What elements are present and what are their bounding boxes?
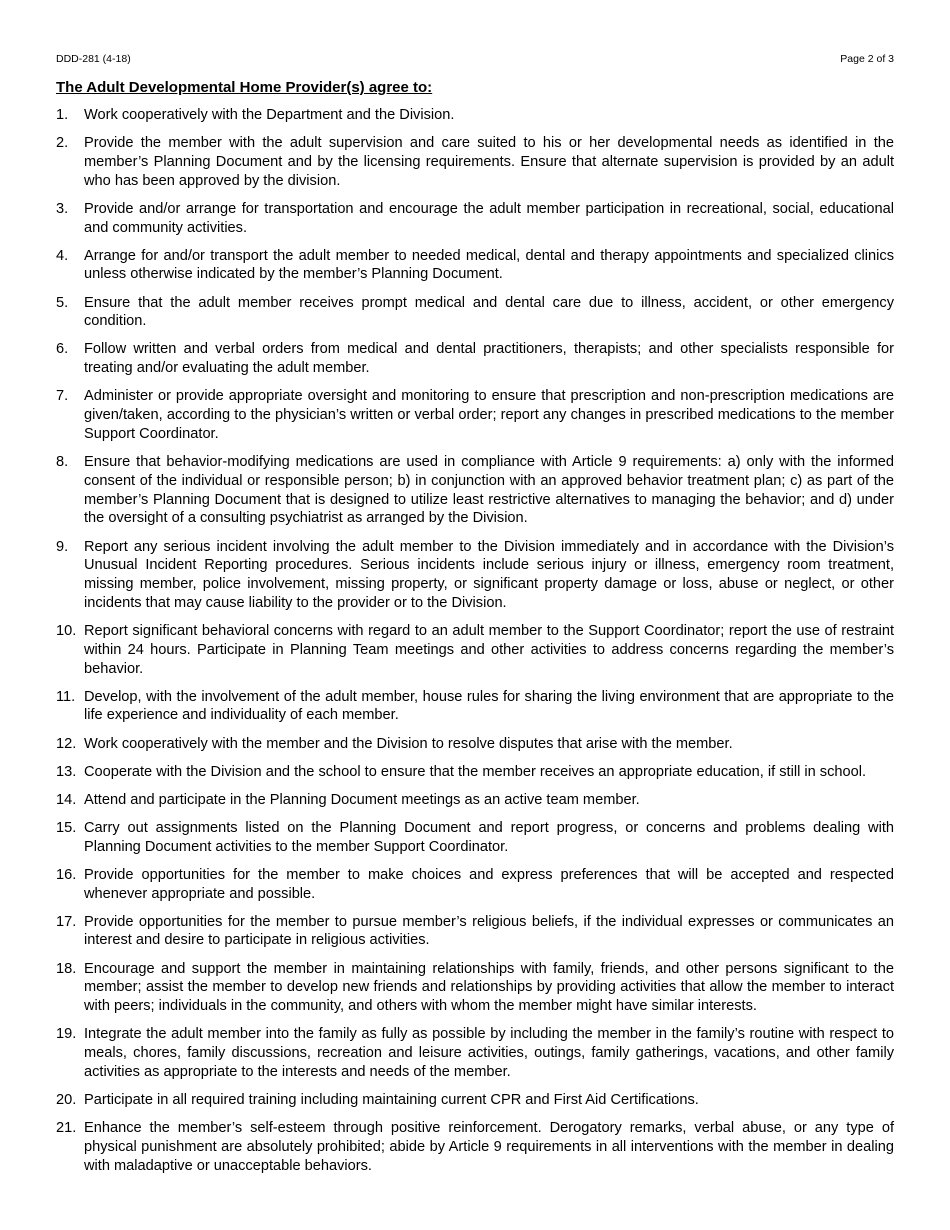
list-item-number: 20. (56, 1091, 77, 1108)
list-item (56, 866, 894, 904)
list-item-text: Develop, with the involvement of the adult member, house rules for sharing the living environment that are appropriate to the life experience and individuality of each member. (84, 688, 894, 724)
list-item-text: Provide opportunities for the member to pursue member’s religious beliefs, if the individual expresses or communicates an interest and desire to participate in religious activities. (84, 913, 894, 949)
list-item-text: Arrange for and/or transport the adult member to needed medical, dental and therapy appointments and specialized clinics unless otherwise indicated by the member’s Planning Document. (84, 247, 894, 283)
list-item-text: Work cooperatively with the member and the Division to resolve disputes that arise with the member. (84, 735, 733, 752)
list-item-number: 6. (56, 341, 69, 358)
list-item-text: Ensure that the adult member receives prompt medical and dental care due to illness, accident, or other emergency condition. (84, 294, 894, 330)
list-item-number: 3. (56, 200, 69, 217)
list-item-number: 2. (56, 135, 69, 152)
list-item-text: Integrate the adult member into the family as fully as possible by including the member in the family’s routine with respect to meals, chores, family discussions, recreation and leisure activities, outings, family gatherings, vacations, and other family activities as appropriate to the interests and needs of the member. (84, 1026, 894, 1080)
list-item (56, 340, 894, 378)
list-item-text: Enhance the member’s self-esteem through positive reinforcement. Derogatory remarks, verbal abuse, or any type of physical punishment are absolutely prohibited; abide by Article 9 requirements in all interventions with the member in dealing with maladaptive or unacceptable behaviors. (84, 1120, 894, 1174)
list-item-text: Report any serious incident involving the adult member to the Division immediately and in accordance with the Division’s Unusual Incident Reporting procedures. Serious incidents include serious injury or illness, emergency room treatment, missing member, police involvement, missing property, or significant property damage or loss, abuse or neglect, or other incidents that may cause liability to the provider or to the Division. (84, 538, 894, 611)
list-item-number: 11. (56, 688, 76, 705)
list-item (56, 200, 894, 238)
list-item-number: 19. (56, 1026, 77, 1043)
agreement-list (56, 106, 894, 1185)
list-item-text: Ensure that behavior-modifying medications are used in compliance with Article 9 requirements: a) only with the informed consent of the individual or responsible person; b) in conjunction with an approved behavior treatment plan; c) as part of the member’s Planning Document that is designed to utilize least restrictive alternatives to managing the behavior; and d) under the oversight of a consulting psychiatrist as arranged by the Division. (84, 454, 894, 527)
form-id: DDD-281 (4-18) (56, 53, 131, 65)
list-item (56, 247, 894, 285)
list-item (56, 1119, 894, 1175)
list-item-text: Administer or provide appropriate oversight and monitoring to ensure that prescription and non-prescription medications are given/taken, according to the physician’s written or verbal order; report any changes in prescribed medications to the member Support Coordinator. (84, 388, 894, 442)
list-item (56, 913, 894, 951)
list-item (56, 538, 894, 613)
list-item-text: Carry out assignments listed on the Planning Document and report progress, or concerns and problems dealing with Planning Document activities to the member Support Coordinator. (84, 819, 894, 855)
list-item-number: 4. (56, 247, 69, 264)
list-item-number: 16. (56, 866, 77, 883)
list-item-number: 14. (56, 791, 77, 808)
list-item (56, 1091, 894, 1110)
list-item-text: Provide the member with the adult supervision and care suited to his or her developmental needs as identified in the member’s Planning Document and by the licensing requirements. Ensure that alternate supervision is provided by an adult who has been approved by the division. (84, 135, 894, 189)
list-item-number: 8. (56, 454, 69, 471)
page-number: Page 2 of 3 (840, 53, 894, 65)
list-item-number: 9. (56, 538, 69, 555)
list-item (56, 134, 894, 190)
list-item (56, 960, 894, 1016)
list-item-number: 1. (56, 107, 69, 123)
list-item-number: 21. (56, 1120, 77, 1136)
list-item-text: Attend and participate in the Planning Document meetings as an active team member. (84, 791, 640, 808)
list-item-number: 12. (56, 735, 77, 752)
list-item (56, 735, 894, 754)
list-item-number: 7. (56, 388, 69, 405)
list-item (56, 763, 894, 782)
list-item (56, 688, 894, 726)
list-item (56, 791, 894, 810)
list-item-text: Report significant behavioral concerns with regard to an adult member to the Support Coordinator; report the use of restraint within 24 hours. Participate in Planning Team meetings and other activities to address concerns regarding the member’s behavior. (84, 623, 894, 677)
list-item-number: 15. (56, 819, 77, 836)
list-item (56, 622, 894, 678)
list-item (56, 819, 894, 857)
list-item-number: 17. (56, 913, 77, 930)
section-heading: The Adult Developmental Home Provider(s) agree to: (56, 79, 433, 96)
list-item (56, 1025, 894, 1081)
list-item (56, 106, 894, 125)
list-item (56, 294, 894, 332)
list-item-text: Work cooperatively with the Department and the Division. (84, 107, 455, 123)
list-item-text: Follow written and verbal orders from medical and dental practitioners, therapists; and other specialists responsible for treating and/or evaluating the adult member. (84, 341, 894, 377)
list-item-text: Encourage and support the member in maintaining relationships with family, friends, and other persons significant to the member; assist the member to develop new friends and relationships by providing activities that allow the member to interact with peers; individuals in the community, and others with whom the member might have similar interests. (84, 960, 894, 1015)
list-item-text: Provide opportunities for the member to make choices and express preferences that will be accepted and respected whenever appropriate and possible. (84, 866, 894, 902)
list-item-number: 10. (56, 623, 77, 639)
list-item (56, 387, 894, 443)
list-item-text: Participate in all required training including maintaining current CPR and First Aid Certifications. (84, 1091, 699, 1108)
list-item-number: 5. (56, 294, 69, 311)
list-item-text: Cooperate with the Division and the school to ensure that the member receives an appropriate education, if still in school. (84, 763, 867, 780)
list-item-text: Provide and/or arrange for transportation and encourage the adult member participation in recreational, social, educational and community activities. (84, 200, 894, 236)
list-item (56, 453, 894, 528)
list-item-number: 13. (56, 763, 77, 780)
list-item-number: 18. (56, 960, 77, 977)
